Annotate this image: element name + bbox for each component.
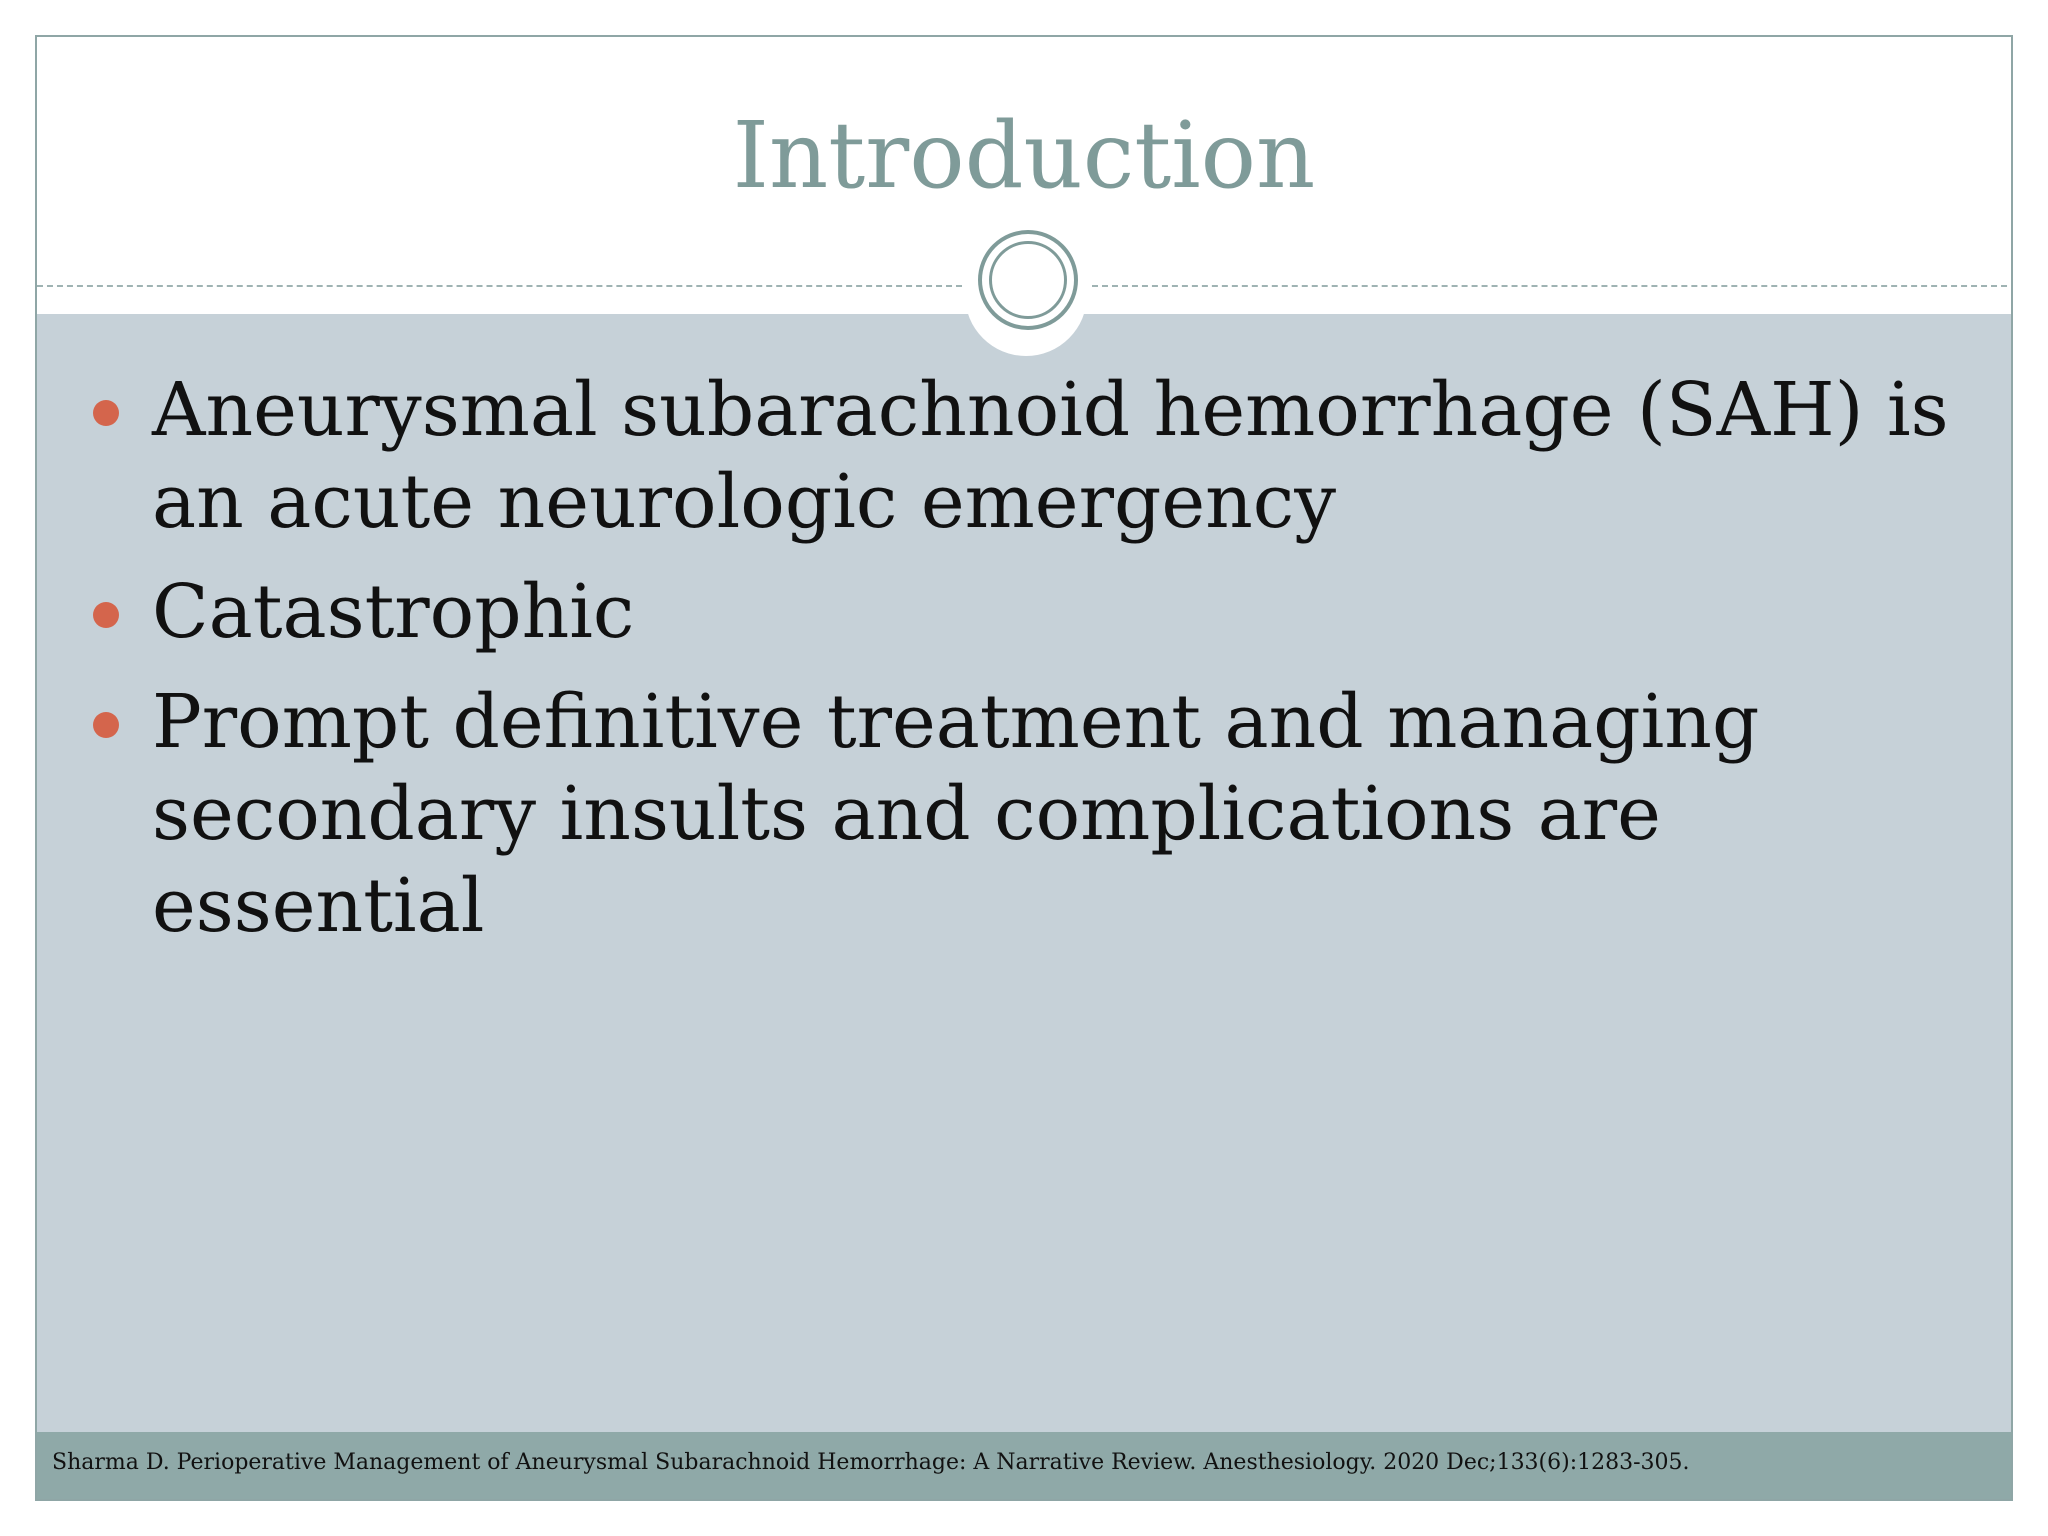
double-ring-icon [978, 230, 1078, 330]
bullet-dot-icon [93, 400, 119, 426]
footer-band [37, 1432, 2011, 1501]
bullet-dot-icon [93, 712, 119, 738]
bullet-dot-icon [93, 602, 119, 628]
bullet-text: Prompt definitive treatment and managing secondary insults and complications are essential [152, 679, 1760, 949]
bullet-text: Catastrophic [152, 569, 635, 655]
bullet-item [37, 676, 2011, 952]
slide [35, 35, 2013, 1501]
slide-title: Introduction [732, 102, 1316, 209]
inner-ring [989, 241, 1067, 319]
citation-text: Sharma D. Perioperative Management of Aneurysmal Subarachnoid Hemorrhage: A Narrative Review. Anesthesiology. 2020 Dec;133(6):1283-305. [52, 1450, 1690, 1475]
bullet-text: Aneurysmal subarachnoid hemorrhage (SAH) is an acute neurologic emergency [152, 367, 1949, 545]
bullet-item [37, 364, 2011, 548]
divider-line-right [1092, 285, 2013, 287]
bullet-list [37, 364, 2011, 970]
divider-line-left [37, 285, 962, 287]
bullet-item [37, 566, 2011, 658]
